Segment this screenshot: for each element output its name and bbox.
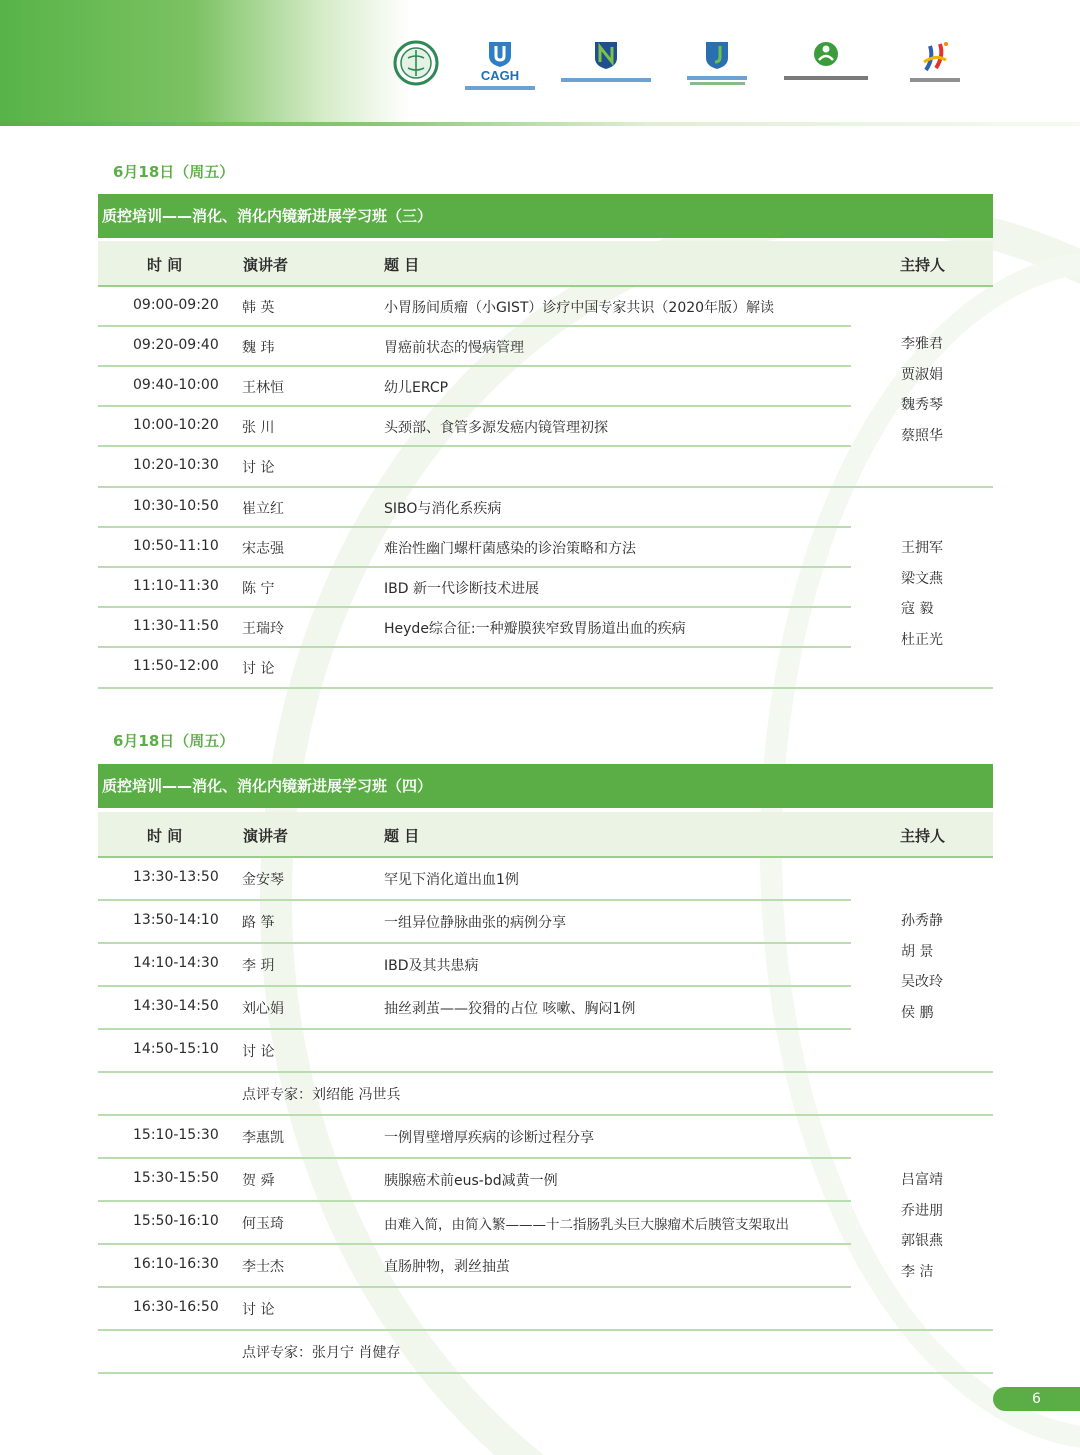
row-time: 09:20-09:40 (133, 337, 219, 353)
row-time: 13:30-13:50 (133, 869, 219, 885)
host-group (901, 333, 943, 455)
row-speaker: 宋志强 (242, 541, 284, 557)
host-name: 乔进朋 (901, 1202, 943, 1219)
header-topic: 题 目 (384, 256, 420, 274)
beijing-qc-subtitle-bar-2 (690, 82, 745, 85)
row-topic: 一例胃壁增厚疾病的诊断过程分享 (384, 1130, 594, 1146)
row-time: 10:50-11:10 (133, 538, 219, 554)
row-topic: 由难入简，由简入繁———十二指肠乳头巨大腺瘤术后胰管支架取出 (384, 1217, 789, 1233)
row-speaker: 路 筝 (242, 915, 275, 931)
table-row (98, 1116, 993, 1159)
beijing-qc-shield-icon (704, 40, 730, 70)
host-group (901, 537, 943, 659)
row-speaker: 金安琴 (242, 872, 284, 888)
table-row (98, 1159, 993, 1202)
header-divider (0, 122, 1080, 126)
cagh-logo (465, 40, 535, 90)
table-row (98, 648, 993, 689)
host-name: 李雅君 (901, 336, 943, 352)
row-topic: 胃癌前状态的慢病管理 (384, 340, 524, 356)
table-row (98, 1030, 993, 1073)
friendship-hospital-logo (783, 40, 869, 80)
table-header (98, 241, 993, 287)
section-date: 6月18日（周五） (113, 163, 235, 181)
section-title: 质控培训——消化、消化内镜新进展学习班（四） (98, 764, 993, 808)
host-name: 魏秀琴 (901, 397, 943, 413)
table-row (98, 901, 993, 944)
row-speaker: 崔立红 (242, 501, 284, 517)
row-speaker: 李士杰 (242, 1259, 284, 1275)
row-time: 11:10-11:30 (133, 578, 219, 594)
cagh-subtitle-bar (465, 86, 535, 90)
cmda-emblem-icon (393, 40, 439, 86)
host-name: 杜正光 (901, 631, 943, 648)
row-speaker: 韩 英 (242, 300, 275, 316)
row-topic: 一组异位静脉曲张的病例分享 (384, 915, 566, 931)
row-speaker: 讨 论 (242, 661, 275, 677)
row-time: 11:30-11:50 (133, 618, 219, 634)
row-time: 15:30-15:50 (133, 1170, 219, 1186)
table-row (98, 287, 993, 327)
row-topic: Heyde综合征:一种瓣膜狭窄致胃肠道出血的疾病 (384, 621, 686, 637)
schedule-table (98, 241, 993, 677)
row-topic: 小胃肠间质瘤（小GIST）诊疗中国专家共识（2020年版）解读 (384, 300, 775, 316)
row-speaker: 李 玥 (242, 958, 275, 974)
header-time: 时 间 (147, 256, 183, 274)
cmda-logo (390, 40, 442, 86)
friendship-hospital-emblem-icon (811, 40, 841, 68)
row-topic: IBD及其共患病 (384, 958, 479, 974)
table-row (98, 608, 993, 648)
schedule-table (98, 812, 993, 1361)
table-row (98, 1202, 993, 1245)
header-host: 主持人 (900, 827, 946, 845)
row-time: 16:30-16:50 (133, 1299, 219, 1315)
row-speaker: 张 川 (242, 420, 275, 436)
table-row (98, 568, 993, 608)
friendship-hospital-subtitle-bar (784, 76, 868, 80)
row-topic: 抽丝剥茧——狡猾的占位 咳嗽、胸闷1例 (384, 1001, 636, 1017)
row-time: 15:50-16:10 (133, 1213, 219, 1229)
row-time: 10:20-10:30 (133, 457, 219, 473)
header-speaker: 演讲者 (243, 256, 289, 274)
table-header (98, 812, 993, 858)
table-row (98, 944, 993, 987)
reviewer-row (98, 1073, 993, 1116)
host-name: 吕富靖 (901, 1172, 943, 1188)
table-row (98, 447, 993, 488)
row-time: 10:00-10:20 (133, 417, 219, 433)
row-time: 10:30-10:50 (133, 498, 219, 514)
host-group (901, 1169, 943, 1291)
row-speaker: 魏 玮 (242, 340, 275, 356)
host-name: 郭银燕 (901, 1233, 943, 1249)
header-speaker: 演讲者 (243, 827, 289, 845)
header-host: 主持人 (900, 256, 946, 274)
row-topic: 罕见下消化道出血1例 (384, 872, 519, 888)
national-center-subtitle-bar (561, 78, 651, 82)
row-speaker: 讨 论 (242, 460, 275, 476)
table-row (98, 407, 993, 447)
row-time: 15:10-15:30 (133, 1127, 219, 1143)
host-name: 王拥军 (901, 540, 943, 556)
row-time: 11:50-12:00 (133, 658, 219, 674)
row-topic: 直肠肿物，剥丝抽茧 (384, 1259, 510, 1275)
section-date: 6月18日（周五） (113, 732, 235, 750)
row-topic: SIBO与消化系疾病 (384, 501, 502, 517)
beijing-qc-subtitle-bar (687, 76, 747, 80)
row-time: 14:10-14:30 (133, 955, 219, 971)
row-topic: 头颈部、食管多源发癌内镜管理初探 (384, 420, 608, 436)
row-topic: IBD 新一代诊断技术进展 (384, 581, 539, 597)
row-time: 13:50-14:10 (133, 912, 219, 928)
row-speaker: 王林恒 (242, 380, 284, 396)
cagh-name: CAGH (480, 68, 520, 83)
biddf-figure-icon (920, 40, 950, 74)
host-name: 胡 景 (901, 943, 934, 960)
group-divider (98, 687, 993, 689)
cagh-shield-icon (487, 40, 513, 68)
logo-strip (385, 40, 975, 110)
row-speaker: 贺 舜 (242, 1173, 275, 1189)
table-row (98, 528, 993, 568)
reviewer-row (98, 1331, 993, 1374)
row-speaker: 刘心娟 (242, 1001, 284, 1017)
table-row (98, 858, 993, 901)
national-center-logo (560, 40, 652, 82)
row-speaker: 何玉琦 (242, 1216, 284, 1232)
reviewer-experts: 点评专家：张月宁 肖健存 (242, 1345, 401, 1361)
table-row (98, 1288, 993, 1331)
row-time: 14:30-14:50 (133, 998, 219, 1014)
host-name: 侯 鹏 (901, 1004, 934, 1021)
biddf-subtitle-bar (910, 78, 960, 82)
row-time: 09:00-09:20 (133, 297, 219, 313)
row-time: 16:10-16:30 (133, 1256, 219, 1272)
host-name: 蔡照华 (901, 427, 943, 444)
host-group (901, 910, 943, 1032)
row-topic: 胰腺癌术前eus-bd减黄一例 (384, 1173, 558, 1189)
table-row (98, 327, 993, 367)
row-topic: 幼儿ERCP (384, 380, 449, 396)
header-topic: 题 目 (384, 827, 420, 845)
row-speaker: 陈 宁 (242, 581, 275, 597)
beijing-qc-logo (685, 40, 749, 85)
reviewer-experts: 点评专家：刘绍能 冯世兵 (242, 1087, 401, 1103)
host-name: 梁文燕 (901, 570, 943, 587)
header-time: 时 间 (147, 827, 183, 845)
row-speaker: 李惠凯 (242, 1130, 284, 1146)
table-row (98, 367, 993, 407)
table-row (98, 488, 993, 528)
host-name: 寇 毅 (901, 601, 934, 617)
row-speaker: 讨 论 (242, 1044, 275, 1060)
row-topic: 难治性幽门螺杆菌感染的诊治策略和方法 (384, 541, 636, 557)
section-title: 质控培训——消化、消化内镜新进展学习班（三） (98, 194, 993, 238)
host-name: 孙秀静 (901, 913, 943, 929)
row-speaker: 王瑞玲 (242, 621, 284, 637)
host-name: 贾淑娟 (901, 366, 943, 383)
host-name: 吴改玲 (901, 974, 943, 990)
group-divider (98, 1372, 993, 1374)
host-name: 李 洁 (901, 1263, 934, 1280)
row-time: 14:50-15:10 (133, 1041, 219, 1057)
page-number: 6 (993, 1387, 1080, 1411)
row-speaker: 讨 论 (242, 1302, 275, 1318)
table-row (98, 987, 993, 1030)
row-time: 09:40-10:00 (133, 377, 219, 393)
biddf-logo (905, 40, 965, 82)
table-row (98, 1245, 993, 1288)
national-center-shield-icon (593, 40, 619, 70)
